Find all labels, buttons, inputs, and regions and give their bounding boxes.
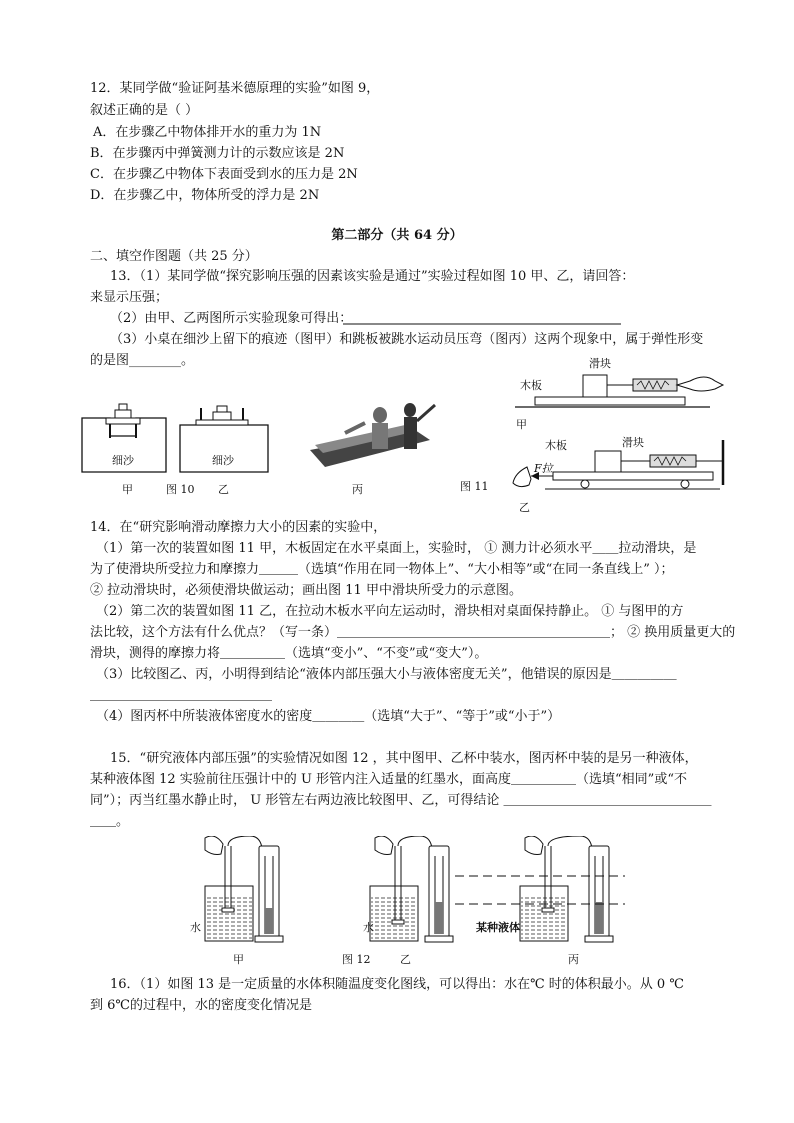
part2-title: 第二部分（共 64 分） [331, 228, 463, 243]
q16-line2: 到 6℃的过程中，水的密度变化情况是 [90, 998, 312, 1013]
q12-stem-line1: 12．某同学做“验证阿基米德原理的实验”如图 9， [90, 81, 380, 96]
fig11-slider-label-jia: 滑块 [589, 357, 611, 370]
fig11-board-label-yi: 木板 [545, 439, 567, 452]
fig12-label-bing: 丙 [568, 953, 579, 966]
q15-line1: 15．“研究液体内部压强”的实验情况如图 12 ，其中图甲、乙杯中装水，图丙杯中装的是另一种液体， [110, 751, 698, 766]
fig10-label-bing: 丙 [352, 483, 363, 496]
q12-option-d: D．在步骤乙中，物体所受的浮力是 2N [90, 188, 320, 203]
q14-line8: （3）比较图乙、丙，小明得到结论“液体内部压强大小与液体密度无关”，他错误的原因是＿＿＿＿＿ [96, 667, 677, 682]
q13-line5: 的是图________。 [90, 353, 195, 368]
fig12-label-jia: 甲 [233, 953, 244, 966]
fig12-label-yi: 乙 [400, 953, 411, 966]
section-title: 二、填空作图题（共 25 分） [90, 249, 258, 264]
q14-line5: （2）第二次的装置如图 11 乙，在拉动木板水平向左运动时，滑块相对桌面保持静止。 ① 与图甲的方 [96, 604, 684, 619]
fig10-label-yi: 乙 [218, 483, 229, 496]
fig11-slider-label-yi: 滑块 [622, 436, 644, 449]
fig10-caption: 图 10 [166, 483, 195, 496]
fig11-label-jia: 甲 [516, 418, 527, 431]
fig11-board-label-jia: 木板 [520, 379, 542, 392]
fig10-sand-diagrams [80, 400, 270, 475]
fig10-sand-label-yi: 细沙 [212, 454, 234, 467]
fig12-water-label-jia: 水 [190, 921, 201, 934]
fig10-sand-label-jia: 细沙 [112, 454, 134, 467]
q12-option-c: C．在步骤乙中物体下表面受到水的压力是 2N [90, 167, 358, 182]
q14-line7: 滑块，测得的摩擦力将＿＿＿＿＿（选填“变小”、“不变”或“变大”）。 [90, 646, 488, 661]
fig12-caption: 图 12 [342, 953, 371, 966]
q13-line2: 来显示压强； [90, 290, 169, 305]
q14-line4: ② 拉动滑块时，必须使滑块做运动；画出图 11 甲中滑块所受力的示意图。 [90, 583, 522, 598]
q12-stem-line2: 叙述正确的是（ ） [90, 103, 199, 118]
q14-line3: 为了使滑块所受拉力和摩擦力＿＿＿（选填“作用在同一物体上”、“大小相等”或“在同一条直线上” ）； [90, 562, 674, 577]
q14-line9: ＿＿＿＿＿＿＿＿＿＿＿＿＿＿ [90, 688, 273, 703]
diving-board-image [305, 395, 445, 475]
q14-line1: 14．在“研究影响滑动摩擦力大小的因素的实验中， [90, 520, 387, 535]
q14-line2: （1）第一次的装置如图 11 甲，木板固定在水平桌面上，实验时， ① 测力计必须水平＿＿拉动滑块，是 [96, 541, 697, 556]
q15-line2: 某种液体图 12 实验前往压强计中的 U 形管内注入适量的红墨水，面高度＿＿＿＿＿（选填“相同”或“不 [90, 772, 687, 787]
q15-line3: 同”）；丙当红墨水静止时， U 形管左右两边液比较图甲、乙，可得结论 ＿＿＿＿＿＿＿＿＿＿＿＿＿＿＿＿ [90, 793, 712, 808]
fig12-water-label-yi: 水 [363, 921, 374, 934]
fig12-liquid-label: 某种液体 [476, 921, 520, 934]
q13-line4: （3）小桌在细沙上留下的痕迹（图甲）和跳板被跳水运动员压弯（图丙）这两个现象中，属于弹性形变 [110, 332, 704, 347]
q14-line6: 法比较，这个方法有什么优点？（写一条）＿＿＿＿＿＿＿＿＿＿＿＿＿＿＿＿＿＿＿＿＿； ② 换用质量更大的 [90, 625, 736, 640]
q15-line4: ＿＿。 [90, 814, 130, 829]
fig12-pressure-gauges [195, 836, 635, 951]
q13-line1: 13．（1）某同学做“探究影响压强的因素该实验是通过”实验过程如图 10 甲、乙，请回答： [110, 269, 635, 284]
fig11-caption: 图 11 [460, 480, 489, 493]
fig11-force-label: F拉 [534, 462, 553, 475]
q14-line10: （4）图丙杯中所装液体密度水的密度＿＿＿＿（选填“大于”、“等于”或“小于”） [96, 709, 561, 724]
q13-line3: （2）由甲、乙两图所示实验现象可得出： [110, 311, 353, 326]
fig11-label-yi: 乙 [519, 501, 530, 514]
q13-answer-line [343, 322, 623, 326]
q12-option-a: A．在步骤乙中物体排开水的重力为 1N [93, 125, 322, 140]
q16-line1: 16．（1）如图 13 是一定质量的水体积随温度变化图线，可以得出：水在℃ 时的体积最小。从 0 ℃ [110, 977, 684, 992]
fig10-label-jia: 甲 [122, 483, 133, 496]
q12-option-b: B．在步骤丙中弹簧测力计的示数应该是 2N [90, 146, 345, 161]
